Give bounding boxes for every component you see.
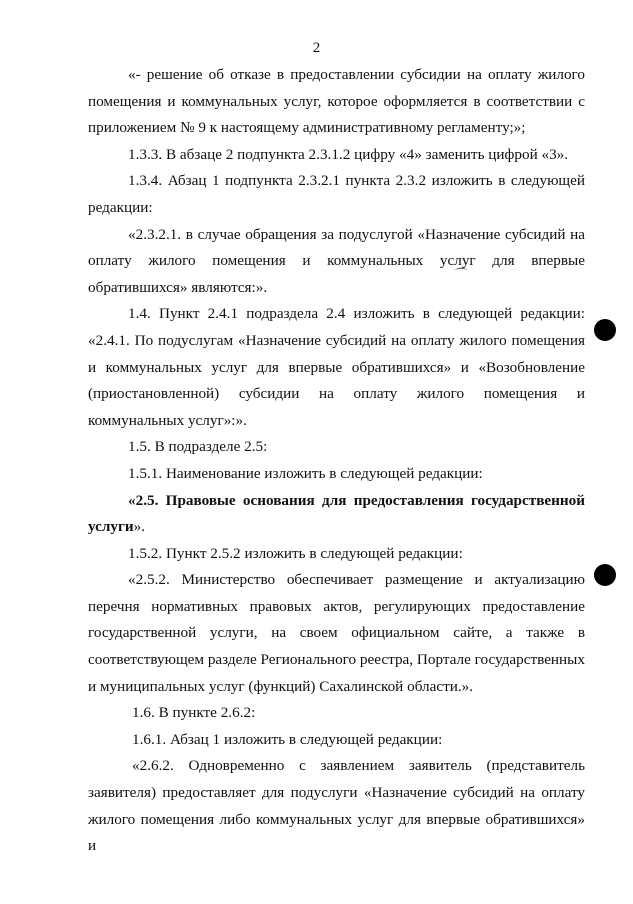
section-heading-text: «2.5. Правовые основания для предоставления государственной услуги bbox=[88, 491, 585, 536]
paragraph-2-3-2-1: «2.3.2.1. в случае обращения за подуслугой «Назначение субсидий на оплату жилого помещения и коммунальных услуг для впервые обратившихся» являются:». bbox=[88, 225, 585, 296]
paragraph-1-3-3: 1.3.3. В абзаце 2 подпункта 2.3.1.2 цифру «4» заменить цифрой «3». bbox=[128, 145, 569, 163]
paragraph-1-3-4: 1.3.4. Абзац 1 подпункта 2.3.2.1 пункта 2.3.2 изложить в следующей редакции: bbox=[88, 172, 585, 216]
paragraph-2-6-2: «2.6.2. Одновременно с заявлением заявитель (представитель заявителя) предоставляет для подуслуги «Назначение субсидий на оплату жилого помещения либо коммунальных услуг для впервые обратившихся» и bbox=[88, 757, 585, 855]
paragraph-refusal-decision: «- решение об отказе в предоставлении субсидии на оплату жилого помещения и коммунальных услуг, которое оформляется в соответствии с приложением № 9 к настоящему административному регламенту;»; bbox=[88, 66, 585, 137]
handwritten-mark: ⌒ bbox=[455, 267, 468, 281]
paragraph-1-6: 1.6. В пункте 2.6.2: bbox=[132, 704, 256, 722]
paragraph-1-5-1: 1.5.1. Наименование изложить в следующей редакции: bbox=[128, 464, 483, 482]
page-number: 2 bbox=[312, 40, 321, 56]
paragraph-1-6-1: 1.6.1. Абзац 1 изложить в следующей редакции: bbox=[132, 730, 443, 748]
punch-hole-lower bbox=[594, 564, 616, 586]
document-body bbox=[88, 62, 585, 860]
paragraph-1-5-2: 1.5.2. Пункт 2.5.2 изложить в следующей редакции: bbox=[128, 544, 463, 562]
section-heading-tail: ». bbox=[133, 518, 146, 536]
paragraph-1-5: 1.5. В подразделе 2.5: bbox=[128, 438, 268, 456]
paragraph-1-4: 1.4. Пункт 2.4.1 подраздела 2.4 изложить в следующей редакции: «2.4.1. По подуслугам «Назначение субсидий на оплату жилого помещения и коммунальных услуг для впервые обратившихся» и «Возобновление (приостановленной) субсидии на оплату жилого помещения и коммунальных услуг»:». bbox=[88, 305, 585, 429]
punch-hole-upper bbox=[594, 319, 616, 341]
section-heading-2-5 bbox=[88, 488, 585, 541]
paragraph-2-5-2: «2.5.2. Министерство обеспечивает размещение и актуализацию перечня нормативных правовых актов, регулирующих предоставление государственной услуги, на своем официальном сайте, а также в соответствующем разделе Регионального реестра, Портале государственных и муниципальных услуг (функций) Сахалинской области.». bbox=[88, 571, 585, 695]
